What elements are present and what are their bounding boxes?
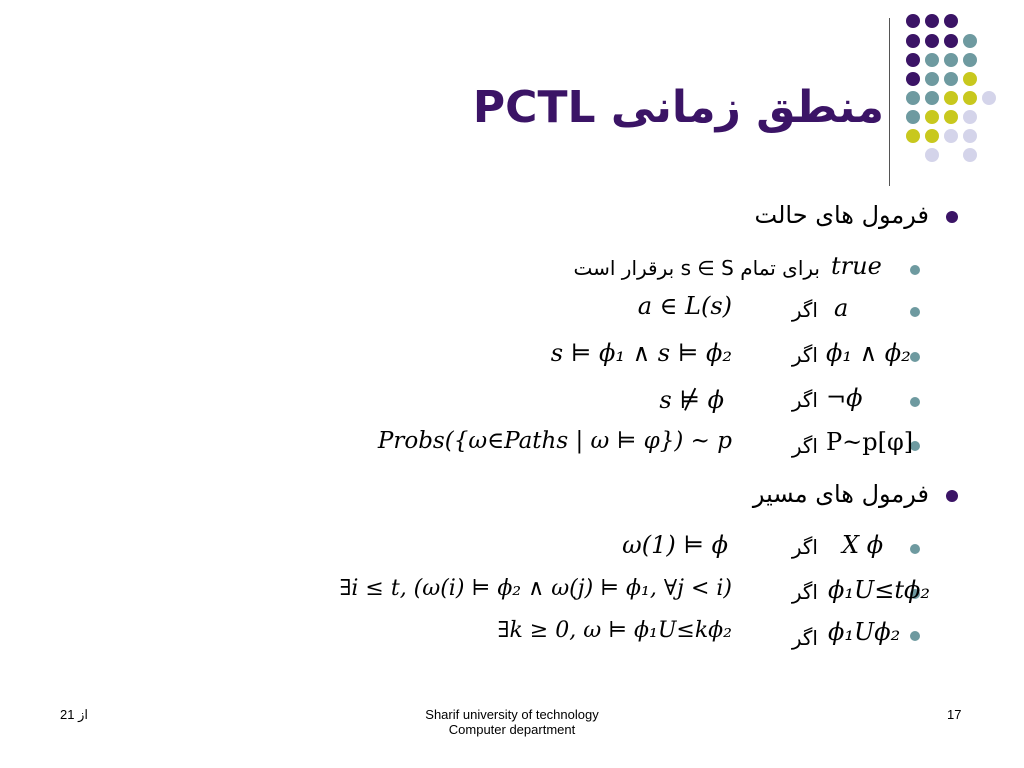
decorative-dot-grid <box>906 14 1012 166</box>
condition-text: اگر <box>791 580 818 604</box>
footer-page-total: از 21 <box>60 707 88 722</box>
condition-math: ∃k ≥ 0, ω ⊨ ϕ₁U≤kϕ₂ <box>497 618 732 643</box>
formula-prob: P~p[φ] <box>826 428 914 456</box>
item-bullet <box>910 352 920 362</box>
condition-math: Probs({ω∈Paths | ω ⊨ φ}) ~ p <box>377 428 732 454</box>
condition-text: اگر <box>791 343 818 367</box>
item-bullet <box>910 544 920 554</box>
section-heading-state-formulas: فرمول های حالت <box>754 201 929 229</box>
slide-title: منطق زمانی PCTL <box>472 82 884 133</box>
formula-a: a <box>834 294 849 322</box>
formula-not: ¬ϕ <box>826 384 863 412</box>
condition-math: s ⊭ ϕ <box>659 386 724 414</box>
item-bullet <box>910 397 920 407</box>
title-divider <box>889 18 890 186</box>
section-bullet <box>946 211 958 223</box>
formula-and: ϕ₁ ∧ ϕ₂ <box>826 339 911 367</box>
formula-next: X ϕ <box>842 531 884 559</box>
condition-math: ∃i ≤ t, (ω(i) ⊨ ϕ₂ ∧ ω(j) ⊨ ϕ₁, ∀j < i) <box>339 576 732 601</box>
footer-institution <box>392 707 632 737</box>
item-bullet <box>910 631 920 641</box>
condition-math: ω(1) ⊨ ϕ <box>622 531 728 559</box>
condition-text: اگر <box>791 434 818 458</box>
footer-department: Computer department <box>448 722 576 737</box>
item-bullet <box>910 265 920 275</box>
formula-bounded-until: ϕ₁U≤tϕ₂ <box>828 576 930 604</box>
condition-text: اگر <box>791 388 818 412</box>
condition-text: اگر <box>791 298 818 322</box>
section-bullet <box>946 490 958 502</box>
condition-math: a ∈ L(s) <box>637 292 732 320</box>
section-heading-path-formulas: فرمول های مسیر <box>752 480 929 508</box>
condition-math: s ⊨ ϕ₁ ∧ s ⊨ ϕ₂ <box>550 339 732 367</box>
item-bullet <box>910 307 920 317</box>
condition-text: اگر <box>791 626 818 650</box>
formula-until: ϕ₁Uϕ₂ <box>828 618 901 646</box>
condition-text: اگر <box>791 535 818 559</box>
footer-page-number: 17 <box>947 707 962 722</box>
footer-university: Sharif university of technology <box>425 707 599 722</box>
formula-true: true <box>831 252 882 280</box>
condition-text: برای تمام s ∈ S برقرار است <box>573 256 820 280</box>
